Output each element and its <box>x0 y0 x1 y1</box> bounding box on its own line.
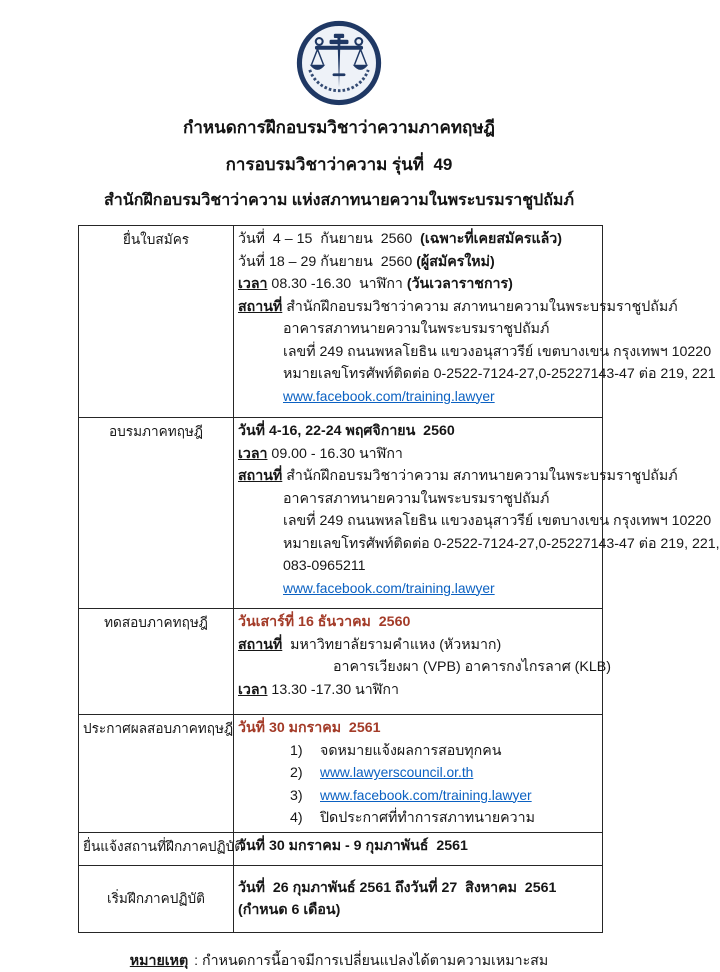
result-channel-item-4 <box>238 807 598 830</box>
date-text: วันที่ 18 – 29 กันยายน 2560 <box>238 253 417 270</box>
announce-date-text: วันที่ 30 มกราคม 2561 <box>238 720 381 736</box>
row-label-text: ยื่นแจ้งสถานที่ฝึกภาคปฏิบัติ <box>83 839 244 854</box>
phone-line-mobile <box>238 555 598 578</box>
facebook-link[interactable]: www.facebook.com/training.lawyer <box>283 388 495 404</box>
row-value-submit-practice-location <box>234 833 603 866</box>
venue-label: สถานที่ <box>238 636 283 653</box>
row-value-theory-training <box>234 418 720 609</box>
table-row-theory-test <box>79 609 603 715</box>
address-text: เลขที่ 249 ถนนพหลโยธิน แขวงอนุสาวรีย์ เขตบางเขน กรุงเทพฯ 10220 <box>283 513 712 529</box>
venue-text: มหาวิทยาลัยรามคำแหง (หัวหมาก) <box>282 636 502 653</box>
table-row-practice-location <box>79 833 603 866</box>
row-value-start-practice <box>234 866 603 933</box>
facebook-link[interactable]: www.facebook.com/training.lawyer <box>283 580 495 596</box>
phone-line <box>238 533 720 556</box>
result-channel-item-1 <box>238 740 598 763</box>
address-text: เลขที่ 249 ถนนพหลโยธิน แขวงอนุสาวรีย์ เขตบางเขน กรุงเทพฯ 10220 <box>283 343 712 360</box>
row-label-text: ทดสอบภาคทฤษฎี <box>104 615 208 630</box>
date-text: วันที่ 26 กุมภาพันธ์ 2561 ถึงวันที่ 27 สิงหาคม 2561 <box>238 879 557 896</box>
building-line <box>238 488 598 511</box>
date-line <box>238 877 598 900</box>
row-label-theory-test <box>79 609 234 715</box>
result-channel-item-2 <box>238 762 598 785</box>
duration-text: (กำหนด 6 เดือน) <box>238 902 341 918</box>
row-label-results-announcement <box>79 715 234 833</box>
lawyers-council-link[interactable]: www.lawyerscouncil.or.th <box>320 765 474 780</box>
row-value-submit-application <box>234 226 716 418</box>
row-label-theory-training <box>79 418 234 609</box>
row-label-submit-practice-location <box>79 833 244 866</box>
office-hours-note: (วันเวลาราชการ) <box>406 276 513 292</box>
date-line <box>238 835 598 858</box>
venue-line <box>238 465 678 488</box>
facebook-link[interactable]: www.facebook.com/training.lawyer <box>320 787 532 803</box>
row-label-text: เริ่มฝึกภาคปฏิบัติ <box>106 891 205 906</box>
facebook-link-line <box>238 386 598 409</box>
footnote <box>0 950 678 972</box>
phone-text: หมายเลขโทรศัพท์ติดต่อ 0-2522-7124-27,0-25227143-47 ต่อ 219, 221 <box>283 366 716 382</box>
schedule-table <box>78 225 720 933</box>
venue-label: สถานที่ <box>238 468 283 484</box>
time-text: 08.30 -16.30 นาฬิกา <box>267 276 407 292</box>
test-date-text: วันเสาร์ที่ 16 ธันวาคม 2560 <box>238 614 411 630</box>
row-label-text: ยื่นใบสมัคร <box>122 232 190 247</box>
building-line <box>238 656 611 679</box>
phone-text: 083-0965211 <box>283 558 366 574</box>
venue-line <box>238 296 678 319</box>
building-text: อาคารสภาทนายความในพระบรมราชูปถัมภ์ <box>283 321 550 337</box>
time-text: 09.00 - 16.30 นาฬิกา <box>267 445 403 462</box>
footnote-label: หมายเหตุ <box>129 953 189 969</box>
date-text: วันที่ 30 มกราคม - 9 กุมภาพันธ์ 2561 <box>238 838 468 854</box>
table-row-results-announcement <box>79 715 603 833</box>
time-label: เวลา <box>238 276 268 292</box>
test-date-line <box>238 611 598 634</box>
applicant-type-note: (ผู้สมัครใหม่) <box>416 253 495 270</box>
date-line-existing-applicants <box>238 228 598 251</box>
table-row-application <box>79 226 603 418</box>
result-channel-item-3 <box>238 785 598 808</box>
footnote-separator: : <box>190 953 203 969</box>
facebook-link-line <box>238 578 598 601</box>
phone-text: หมายเลขโทรศัพท์ติดต่อ 0-2522-7124-27,0-25227143-47 ต่อ 219, 221, <box>283 535 720 552</box>
document-title-line2: การอบรมวิชาว่าความ รุ่นที่ 49 <box>225 155 453 174</box>
building-text: อาคารเวียงผา (VPB) อาคารกงไกรลาศ (KLB) <box>333 659 611 675</box>
row-value-theory-test <box>234 609 611 715</box>
venue-line <box>238 634 598 657</box>
time-line <box>238 273 598 296</box>
table-row-theory-training <box>79 418 603 609</box>
date-text: วันที่ 4-16, 22-24 พฤศจิกายน 2560 <box>238 423 455 439</box>
footnote-text: กำหนดการนี้อาจมีการเปลี่ยนแปลงได้ตามความเหมาะสม <box>202 953 549 969</box>
applicant-type-note: (เฉพาะที่เคยสมัครแล้ว) <box>420 231 562 247</box>
date-text: วันที่ 4 – 15 กันยายน 2560 <box>238 231 421 247</box>
building-line <box>238 318 598 341</box>
scales-of-justice-emblem-icon <box>296 20 382 106</box>
document-title-line1: กำหนดการฝึกอบรมวิชาว่าความภาคทฤษฎี <box>183 118 495 137</box>
venue-text: สำนักฝึกอบรมวิชาว่าความ สภาทนายความในพระบรมราชูปถัมภ์ <box>282 298 678 315</box>
table-row-start-practice <box>79 866 603 933</box>
row-label-submit-application <box>79 226 234 418</box>
item-text: ปิดประกาศที่ทำการสภาทนายความ <box>320 810 535 826</box>
time-line <box>238 679 598 702</box>
date-line-new-applicants <box>238 251 598 274</box>
building-text: อาคารสภาทนายความในพระบรมราชูปถัมภ์ <box>283 490 550 507</box>
logo-container <box>0 0 678 106</box>
time-text: 13.30 -17.30 นาฬิกา <box>267 681 399 698</box>
venue-label: สถานที่ <box>238 298 283 315</box>
item-number: 4) <box>290 810 303 826</box>
document-title-line3: สำนักฝึกอบรมวิชาว่าความ แห่งสภาทนายความในพระบรมราชูปถัมภ์ <box>104 192 574 209</box>
item-number: 2) <box>290 765 303 781</box>
date-line <box>238 420 598 443</box>
announce-date-line <box>238 717 598 740</box>
time-line <box>238 443 598 466</box>
address-line <box>238 510 712 533</box>
phone-line <box>238 363 716 386</box>
row-label-text: อบรมภาคทฤษฎี <box>108 424 204 439</box>
venue-text: สำนักฝึกอบรมวิชาว่าความ สภาทนายความในพระบรมราชูปถัมภ์ <box>282 468 678 484</box>
row-value-results-announcement <box>234 715 603 833</box>
duration-line <box>238 899 598 922</box>
time-label: เวลา <box>238 681 268 698</box>
item-number: 3) <box>290 787 303 804</box>
row-label-text: ประกาศผลสอบภาคทฤษฎี <box>83 721 234 736</box>
time-label: เวลา <box>238 445 268 462</box>
item-number: 1) <box>290 742 303 759</box>
item-text: จดหมายแจ้งผลการสอบทุกคน <box>320 742 502 759</box>
address-line <box>238 341 712 364</box>
row-label-start-practice <box>79 866 234 933</box>
